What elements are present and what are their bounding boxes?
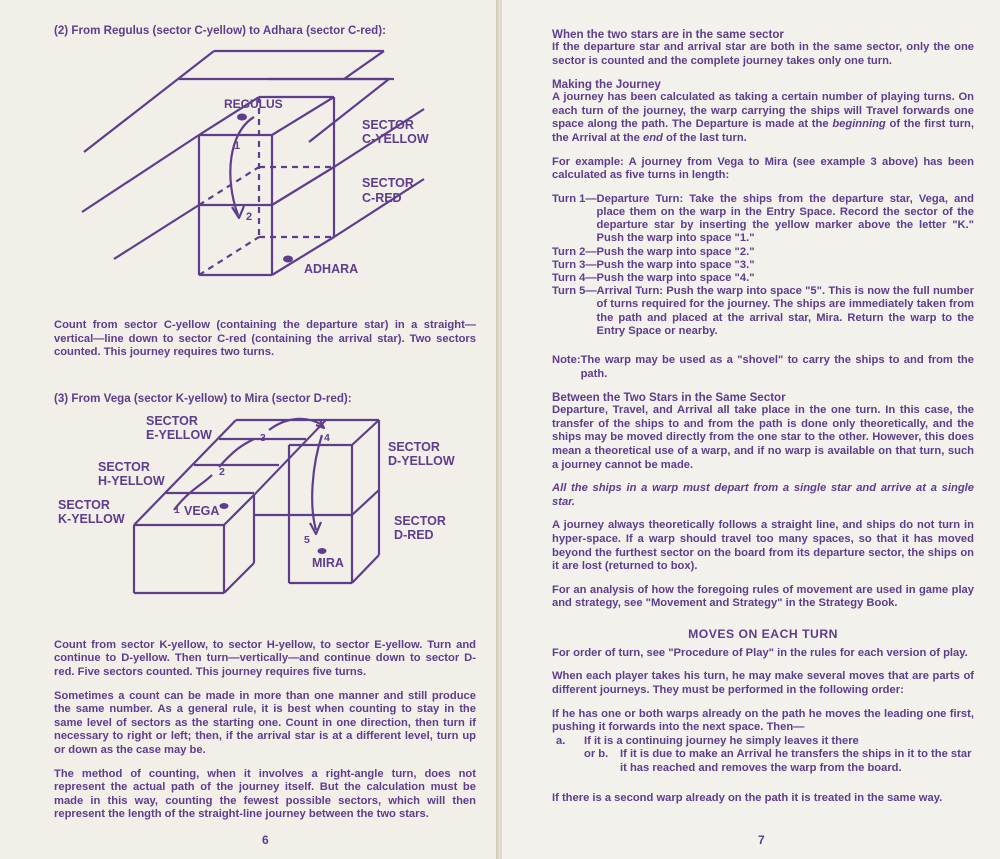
regulus-adhara-diagram [54, 37, 464, 276]
option-b: or b. If it is due to make an Arrival he transfers the ships in it to the star it has reached and removes the warp from the board. [584, 748, 972, 775]
vega-number-2: 2 [219, 465, 225, 478]
turn-4: Turn 4— Push the warp into space "4." [552, 271, 755, 284]
vega-number-3: 3 [260, 431, 266, 444]
sector-h-yellow-label-line1: SECTOR [98, 459, 150, 474]
example-paragraph: For example: A journey from Vega to Mira (see example 3 above) has been calculated as five turns in length: [552, 155, 974, 182]
option-a: a. If it is a continuing journey he simply leaves it there [556, 734, 859, 747]
heading-same-sector: When the two stars are in the same sector [552, 28, 784, 41]
vega-number-5: 5 [304, 533, 310, 546]
heading-making-journey: Making the Journey [552, 78, 661, 92]
sector-h-yellow-label-line2: H-YELLOW [98, 473, 165, 488]
vega-number-1: 1 [174, 503, 180, 516]
heading-between-stars: Between the Two Stars in the Same Sector [552, 391, 786, 405]
vega-number-4: 4 [324, 431, 330, 444]
turn-1: Turn 1— Departure Turn: Take the ships from the departure star, Vega, and place them on the warp in the Entry Space. Record the sector of the departure star by inserting the yellow marker above the letter "K." Push the warp into space "1." [552, 192, 974, 245]
adhara-label: ADHARA [304, 262, 359, 276]
diagram-number-2: 2 [246, 211, 253, 223]
between-stars-paragraph: Departure, Travel, and Arrival all take place in the one turn. In this case, the transfer of the ships to and from the path is done only theoretically, and the ships may be moved directly from the one star to the other. However, this does mean a theoretical use of a warp, and if no warp is available on that turn, such a journey cannot be made. [552, 404, 974, 471]
sector-d-yellow-label-line1: SECTOR [388, 439, 440, 454]
sector-d-red-label-line1: SECTOR [394, 513, 446, 528]
shovel-note: Note: The warp may be used as a "shovel" to carry the ships to and from the path. [552, 353, 974, 380]
sector-c-red-label-line1: SECTOR [362, 176, 414, 190]
order-of-turn-paragraph: For order of turn, see "Procedure of Play" in the rules for each version of play. [552, 646, 968, 659]
vega-label: VEGA [184, 503, 220, 518]
turn-2: Turn 2— Push the warp into space "2." [552, 245, 755, 258]
sector-d-red-label-line2: D-RED [394, 527, 434, 542]
straight-line-paragraph: A journey always theoretically follows a straight line, and ships do not turn in hyper-space. If a warp should travel too many spaces, so that it has moved beyond the furthest sector on the board from its departure sector, the ships on it are lost (returned to box). [552, 519, 974, 573]
sector-c-red-label-line2: C-RED [362, 191, 402, 205]
each-player-paragraph: When each player takes his turn, he may make several moves that are parts of different journeys. They must be performed in the following order: [552, 670, 974, 697]
sector-e-yellow-label-line1: SECTOR [146, 413, 198, 428]
sector-e-yellow-label-line2: E-YELLOW [146, 427, 212, 442]
analysis-paragraph: For an analysis of how the foregoing rules of movement are used in game play and strategy, see "Movement and Strategy" in the Strategy Book. [552, 583, 974, 610]
sector-k-yellow-label-line1: SECTOR [58, 497, 110, 512]
regulus-label: REGULUS [224, 97, 283, 111]
page-number-left: 6 [262, 833, 269, 847]
right-page [502, 0, 1000, 859]
turn-3: Turn 3— Push the warp into space "3." [552, 258, 755, 271]
example-2-title: (2) From Regulus (sector C-yellow) to Adhara (sector C-red): [54, 24, 386, 37]
making-journey-paragraph: A journey has been calculated as taking a certain number of playing turns. On each turn of the journey, the warp carrying the ships will Travel forwards one space along the path. The Departure is made at the beginning of the first turn, the Arrival at the end of the last turn. [552, 91, 974, 144]
sector-c-yellow-label-line1: SECTOR [362, 118, 414, 132]
single-star-rule: All the ships in a warp must depart from a single star and arrive at a single star. [552, 482, 974, 508]
sector-d-yellow-label-line2: D-YELLOW [388, 453, 455, 468]
sector-c-yellow-label-line2: C-YELLOW [362, 132, 429, 146]
example-3-title: (3) From Vega (sector K-yellow) to Mira (sector D-red): [54, 391, 352, 405]
page-number-right: 7 [758, 833, 765, 847]
diagram-number-1: 1 [234, 140, 241, 152]
leading-warp-paragraph: If he has one or both warps already on the path he moves the leading one first, pushing it forwards into the next space. Then— [552, 707, 974, 734]
counting-method-note: The method of counting, when it involves a right-angle turn, does not represent the actual path of the journey itself. But the calculation must be made in this way, counting the fewest possible sectors, which will then represent the length of the straight-line journey between the two stars. [54, 767, 476, 821]
heading-moves-each-turn: MOVES ON EACH TURN [688, 626, 838, 641]
vega-mira-diagram [54, 405, 474, 625]
counting-general-rule: Sometimes a count can be made in more than one manner and still produce the same number. As a general rule, it is best when counting to stay in the same level of sectors as the starting one. Count in one direction, then turn if necessary to right or left; then, if the arrival star is at a different level, turn up or down as the case may be. [54, 689, 476, 756]
example-2-caption: Count from sector C-yellow (containing the departure star) in a straight—vertical—line down to sector C-red (containing the arrival star). Two sectors counted. This journey requires two turns. [54, 319, 476, 359]
turn-5: Turn 5— Arrival Turn: Push the warp into space "5". This is now the full number of turns required for the journey. The ships are immediately taken from the path and placed at the arrival star, Mira. Return the warp to the Entry Space or nearby. [552, 285, 974, 337]
second-warp-paragraph: If there is a second warp already on the path it is treated in the same way. [552, 791, 943, 804]
sector-k-yellow-label-line2: K-YELLOW [58, 511, 125, 526]
same-sector-paragraph: If the departure star and arrival star are both in the same sector, only the one sector is counted and the complete journey takes only one turn. [552, 41, 974, 67]
left-page [0, 0, 498, 859]
turn-list [552, 193, 974, 338]
mira-label: MIRA [312, 555, 344, 570]
example-3-caption: Count from sector K-yellow, to sector H-yellow, to sector E-yellow. Turn and continue to D-yellow. Then turn—vertically—and continue down to sector D-red. Five sectors counted. This journey requires five turns. [54, 638, 476, 678]
